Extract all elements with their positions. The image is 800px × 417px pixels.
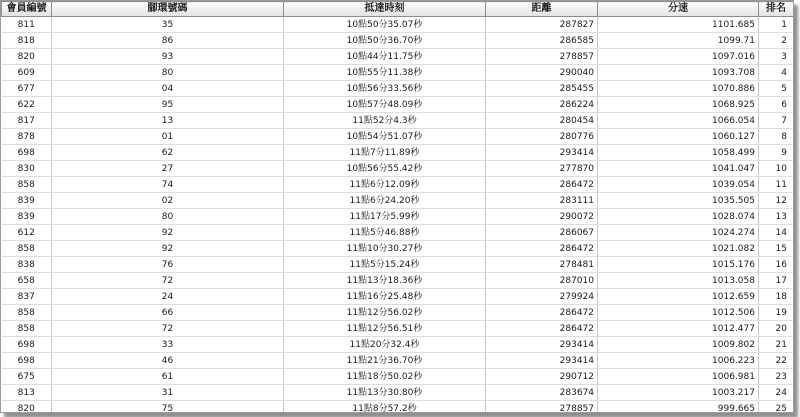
column-header-rank[interactable]: 排名 bbox=[759, 2, 794, 17]
table-row[interactable] bbox=[2, 241, 794, 257]
table-row[interactable] bbox=[2, 401, 794, 414]
cell-arrival-time: 11點52分4.3秒 bbox=[284, 113, 486, 129]
cell-speed: 1021.082 bbox=[598, 241, 759, 257]
column-header-distance[interactable]: 距離 bbox=[486, 2, 598, 17]
cell-member-id: 838 bbox=[2, 257, 52, 273]
cell-speed: 1060.127 bbox=[598, 129, 759, 145]
cell-arrival-time: 10點44分11.75秒 bbox=[284, 49, 486, 65]
cell-speed: 1066.054 bbox=[598, 113, 759, 129]
table-row[interactable] bbox=[2, 49, 794, 65]
cell-arrival-time: 11點12分56.02秒 bbox=[284, 305, 486, 321]
cell-speed: 1039.054 bbox=[598, 177, 759, 193]
cell-arrival-time: 11點8分57.2秒 bbox=[284, 401, 486, 414]
cell-rank: 11 bbox=[759, 177, 794, 193]
cell-arrival-time: 11點18分50.02秒 bbox=[284, 369, 486, 385]
cell-rank: 2 bbox=[759, 33, 794, 49]
column-header-member-id[interactable]: 會員編號 bbox=[2, 2, 52, 17]
cell-distance: 286472 bbox=[486, 321, 598, 337]
cell-speed: 1009.802 bbox=[598, 337, 759, 353]
cell-speed: 1041.047 bbox=[598, 161, 759, 177]
table-row[interactable] bbox=[2, 273, 794, 289]
cell-arrival-time: 11點12分56.51秒 bbox=[284, 321, 486, 337]
cell-member-id: 839 bbox=[2, 209, 52, 225]
cell-rank: 21 bbox=[759, 337, 794, 353]
cell-ring-number: 01 bbox=[52, 129, 284, 145]
cell-speed: 1012.506 bbox=[598, 305, 759, 321]
column-header-speed[interactable]: 分速 bbox=[598, 2, 759, 17]
cell-distance: 283111 bbox=[486, 193, 598, 209]
cell-ring-number: 93 bbox=[52, 49, 284, 65]
cell-distance: 287827 bbox=[486, 17, 598, 33]
cell-rank: 6 bbox=[759, 97, 794, 113]
cell-member-id: 858 bbox=[2, 241, 52, 257]
cell-member-id: 830 bbox=[2, 161, 52, 177]
table-row[interactable] bbox=[2, 289, 794, 305]
cell-speed: 1012.477 bbox=[598, 321, 759, 337]
table-row[interactable] bbox=[2, 353, 794, 369]
cell-arrival-time: 10點55分11.38秒 bbox=[284, 65, 486, 81]
cell-rank: 24 bbox=[759, 385, 794, 401]
table-row[interactable] bbox=[2, 209, 794, 225]
cell-member-id: 820 bbox=[2, 401, 52, 414]
cell-rank: 15 bbox=[759, 241, 794, 257]
column-header-arrival-time[interactable]: 抵達時刻 bbox=[284, 2, 486, 17]
table-body bbox=[2, 17, 794, 414]
cell-arrival-time: 11點7分11.89秒 bbox=[284, 145, 486, 161]
table-row[interactable] bbox=[2, 225, 794, 241]
cell-arrival-time: 11點6分12.09秒 bbox=[284, 177, 486, 193]
cell-distance: 286472 bbox=[486, 241, 598, 257]
cell-speed: 1070.886 bbox=[598, 81, 759, 97]
cell-ring-number: 86 bbox=[52, 33, 284, 49]
cell-ring-number: 75 bbox=[52, 401, 284, 414]
cell-distance: 280454 bbox=[486, 113, 598, 129]
cell-member-id: 698 bbox=[2, 145, 52, 161]
table-row[interactable] bbox=[2, 161, 794, 177]
cell-arrival-time: 11點17分5.99秒 bbox=[284, 209, 486, 225]
table-row[interactable] bbox=[2, 81, 794, 97]
cell-member-id: 622 bbox=[2, 97, 52, 113]
cell-member-id: 839 bbox=[2, 193, 52, 209]
table-row[interactable] bbox=[2, 33, 794, 49]
cell-rank: 3 bbox=[759, 49, 794, 65]
cell-distance: 278857 bbox=[486, 401, 598, 414]
cell-rank: 20 bbox=[759, 321, 794, 337]
cell-ring-number: 46 bbox=[52, 353, 284, 369]
table-row[interactable] bbox=[2, 305, 794, 321]
cell-distance: 293414 bbox=[486, 145, 598, 161]
cell-arrival-time: 10點56分55.42秒 bbox=[284, 161, 486, 177]
cell-ring-number: 74 bbox=[52, 177, 284, 193]
cell-speed: 1035.505 bbox=[598, 193, 759, 209]
cell-ring-number: 76 bbox=[52, 257, 284, 273]
cell-member-id: 698 bbox=[2, 337, 52, 353]
cell-ring-number: 24 bbox=[52, 289, 284, 305]
cell-member-id: 658 bbox=[2, 273, 52, 289]
table-row[interactable] bbox=[2, 193, 794, 209]
cell-arrival-time: 10點56分33.56秒 bbox=[284, 81, 486, 97]
cell-ring-number: 13 bbox=[52, 113, 284, 129]
cell-distance: 280776 bbox=[486, 129, 598, 145]
table-row[interactable] bbox=[2, 17, 794, 33]
cell-rank: 4 bbox=[759, 65, 794, 81]
table-row[interactable] bbox=[2, 369, 794, 385]
cell-ring-number: 80 bbox=[52, 209, 284, 225]
cell-member-id: 818 bbox=[2, 33, 52, 49]
cell-rank: 12 bbox=[759, 193, 794, 209]
cell-arrival-time: 11點5分46.88秒 bbox=[284, 225, 486, 241]
cell-speed: 1099.71 bbox=[598, 33, 759, 49]
cell-rank: 17 bbox=[759, 273, 794, 289]
cell-member-id: 878 bbox=[2, 129, 52, 145]
cell-speed: 1093.708 bbox=[598, 65, 759, 81]
cell-rank: 14 bbox=[759, 225, 794, 241]
cell-rank: 25 bbox=[759, 401, 794, 414]
cell-rank: 22 bbox=[759, 353, 794, 369]
cell-arrival-time: 10點50分36.70秒 bbox=[284, 33, 486, 49]
cell-member-id: 820 bbox=[2, 49, 52, 65]
cell-member-id: 858 bbox=[2, 321, 52, 337]
cell-distance: 278481 bbox=[486, 257, 598, 273]
cell-member-id: 837 bbox=[2, 289, 52, 305]
cell-speed: 1003.217 bbox=[598, 385, 759, 401]
cell-distance: 278857 bbox=[486, 49, 598, 65]
cell-rank: 8 bbox=[759, 129, 794, 145]
cell-arrival-time: 11點6分24.20秒 bbox=[284, 193, 486, 209]
cell-member-id: 612 bbox=[2, 225, 52, 241]
cell-member-id: 609 bbox=[2, 65, 52, 81]
cell-distance: 290712 bbox=[486, 369, 598, 385]
cell-arrival-time: 11點21分36.70秒 bbox=[284, 353, 486, 369]
cell-rank: 10 bbox=[759, 161, 794, 177]
cell-distance: 293414 bbox=[486, 353, 598, 369]
cell-distance: 286067 bbox=[486, 225, 598, 241]
cell-rank: 23 bbox=[759, 369, 794, 385]
cell-arrival-time: 10點50分35.07秒 bbox=[284, 17, 486, 33]
cell-arrival-time: 10點57分48.09秒 bbox=[284, 97, 486, 113]
cell-speed: 1015.176 bbox=[598, 257, 759, 273]
cell-distance: 283674 bbox=[486, 385, 598, 401]
cell-distance: 293414 bbox=[486, 337, 598, 353]
table-row[interactable] bbox=[2, 321, 794, 337]
cell-member-id: 858 bbox=[2, 177, 52, 193]
cell-distance: 286585 bbox=[486, 33, 598, 49]
cell-ring-number: 02 bbox=[52, 193, 284, 209]
cell-arrival-time: 10點54分51.07秒 bbox=[284, 129, 486, 145]
cell-speed: 999.665 bbox=[598, 401, 759, 414]
cell-ring-number: 62 bbox=[52, 145, 284, 161]
cell-distance: 286472 bbox=[486, 305, 598, 321]
cell-distance: 287010 bbox=[486, 273, 598, 289]
cell-ring-number: 92 bbox=[52, 225, 284, 241]
cell-ring-number: 72 bbox=[52, 273, 284, 289]
cell-member-id: 817 bbox=[2, 113, 52, 129]
cell-distance: 290040 bbox=[486, 65, 598, 81]
cell-speed: 1006.223 bbox=[598, 353, 759, 369]
cell-distance: 290072 bbox=[486, 209, 598, 225]
cell-distance: 286224 bbox=[486, 97, 598, 113]
cell-arrival-time: 11點16分25.48秒 bbox=[284, 289, 486, 305]
cell-ring-number: 04 bbox=[52, 81, 284, 97]
cell-ring-number: 95 bbox=[52, 97, 284, 113]
table-header-row bbox=[2, 2, 794, 17]
table-row[interactable] bbox=[2, 145, 794, 161]
cell-ring-number: 80 bbox=[52, 65, 284, 81]
table-row[interactable] bbox=[2, 337, 794, 353]
cell-rank: 5 bbox=[759, 81, 794, 97]
cell-ring-number: 66 bbox=[52, 305, 284, 321]
cell-member-id: 811 bbox=[2, 17, 52, 33]
cell-rank: 16 bbox=[759, 257, 794, 273]
table-row[interactable] bbox=[2, 177, 794, 193]
cell-member-id: 813 bbox=[2, 385, 52, 401]
cell-ring-number: 27 bbox=[52, 161, 284, 177]
cell-rank: 19 bbox=[759, 305, 794, 321]
cell-rank: 13 bbox=[759, 209, 794, 225]
cell-speed: 1101.685 bbox=[598, 17, 759, 33]
cell-ring-number: 61 bbox=[52, 369, 284, 385]
cell-rank: 1 bbox=[759, 17, 794, 33]
table-row[interactable] bbox=[2, 385, 794, 401]
cell-member-id: 677 bbox=[2, 81, 52, 97]
cell-speed: 1012.659 bbox=[598, 289, 759, 305]
cell-speed: 1097.016 bbox=[598, 49, 759, 65]
cell-ring-number: 31 bbox=[52, 385, 284, 401]
table-row[interactable] bbox=[2, 129, 794, 145]
cell-distance: 277870 bbox=[486, 161, 598, 177]
table-row[interactable] bbox=[2, 65, 794, 81]
cell-speed: 1028.074 bbox=[598, 209, 759, 225]
cell-speed: 1024.274 bbox=[598, 225, 759, 241]
race-results-table bbox=[1, 1, 794, 413]
table-row[interactable] bbox=[2, 113, 794, 129]
cell-rank: 9 bbox=[759, 145, 794, 161]
cell-arrival-time: 11點20分32.4秒 bbox=[284, 337, 486, 353]
cell-arrival-time: 11點10分30.27秒 bbox=[284, 241, 486, 257]
column-header-ring-number[interactable]: 腳環號碼 bbox=[52, 2, 284, 17]
table-row[interactable] bbox=[2, 257, 794, 273]
table-row[interactable] bbox=[2, 97, 794, 113]
cell-member-id: 675 bbox=[2, 369, 52, 385]
cell-arrival-time: 11點13分18.36秒 bbox=[284, 273, 486, 289]
cell-member-id: 698 bbox=[2, 353, 52, 369]
cell-speed: 1006.981 bbox=[598, 369, 759, 385]
cell-distance: 286472 bbox=[486, 177, 598, 193]
cell-arrival-time: 11點13分30.80秒 bbox=[284, 385, 486, 401]
cell-ring-number: 35 bbox=[52, 17, 284, 33]
cell-distance: 285455 bbox=[486, 81, 598, 97]
cell-member-id: 858 bbox=[2, 305, 52, 321]
cell-ring-number: 92 bbox=[52, 241, 284, 257]
cell-ring-number: 72 bbox=[52, 321, 284, 337]
cell-distance: 279924 bbox=[486, 289, 598, 305]
cell-speed: 1013.058 bbox=[598, 273, 759, 289]
cell-arrival-time: 11點5分15.24秒 bbox=[284, 257, 486, 273]
cell-rank: 18 bbox=[759, 289, 794, 305]
cell-ring-number: 33 bbox=[52, 337, 284, 353]
cell-speed: 1068.925 bbox=[598, 97, 759, 113]
cell-speed: 1058.499 bbox=[598, 145, 759, 161]
cell-rank: 7 bbox=[759, 113, 794, 129]
